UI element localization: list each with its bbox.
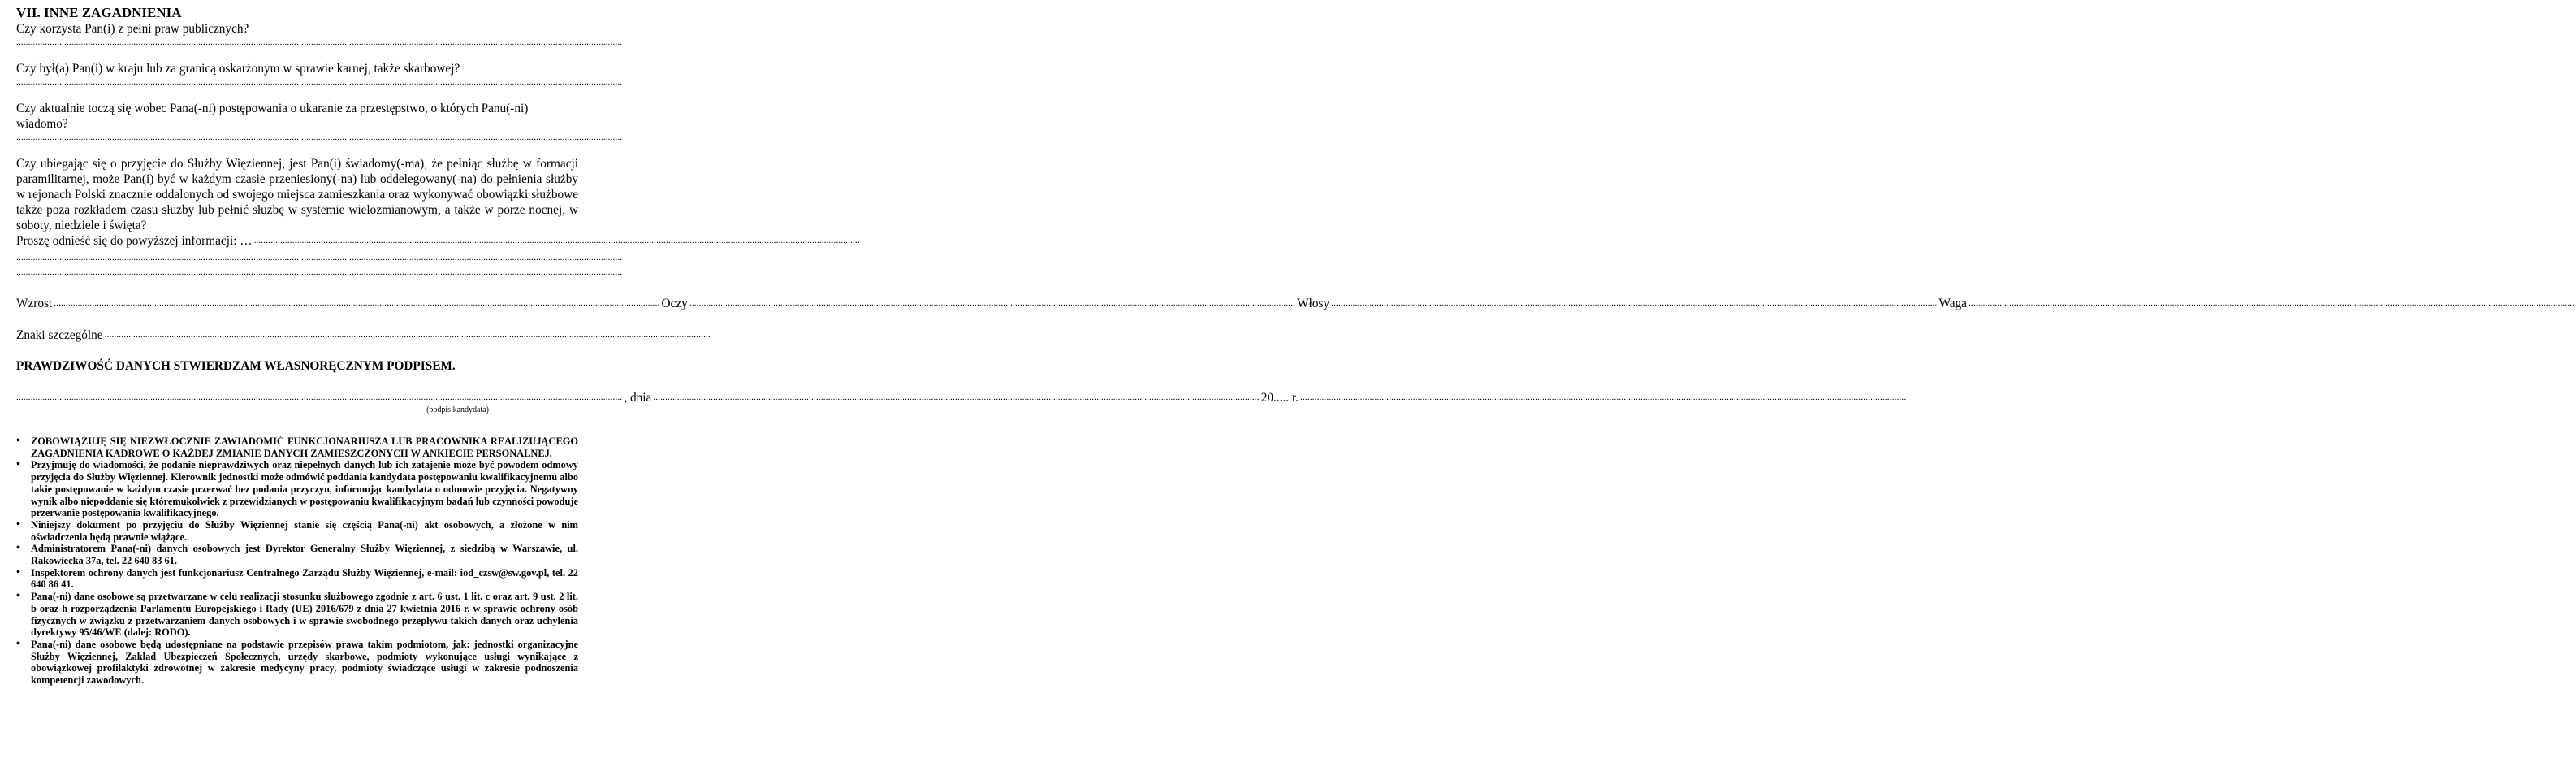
section-title: VII. INNE ZAGADNIENIA xyxy=(16,5,182,20)
note-item: • ZOBOWIĄZUJĘ SIĘ NIEZWŁOCZNIE ZAWIADOMIĆ FUNKCJONARIUSZA LUB PRACOWNIKA REALIZUJĄCEGO ZAGADNIENIA KADROWE O KAŻDEJ ZMIANIE DANYCH ZAMIESZCZONYCH W ANKIECIE PERSONALNEJ. xyxy=(16,436,578,459)
notes-list xyxy=(16,436,578,687)
note-item: • Przyjmuję do wiadomości, że podanie nieprawdziwych oraz niepełnych danych lub ich zatajenie może być powodem odmowy przyjęcia do Służby Więziennej. Kierownik jednostki może odmówić poddania kandydata postępowaniu kwalifikacyjnemu albo takie postępowanie w każdym czasie przerwać bez podania przyczyn, informując kandydata o odmowie przyjęcia. Negatywny wynik albo niepoddanie się któremukolwiek z przewidzianych w postępowaniu kwalifikacyjnym badań lub czynności powoduje przerwanie postępowania kwalifikacyjnego. xyxy=(16,459,578,519)
certification-statement: PRAWDZIWOŚĆ DANYCH STWIERDZAM WŁASNORĘCZNYM PODPISEM. xyxy=(16,359,456,373)
physical-description-row xyxy=(16,296,2575,311)
note-item: • Pana(-ni) dane osobowe są przetwarzane w celu realizacji stosunku służbowego zgodnie z art. 6 ust. 1 lit. c oraz art. 9 ust. 2 lit. b oraz h rozporządzenia Parlamentu Europejskiego i Rady (UE) 2016/679 z dnia 27 kwietnia 2016 r. w sprawie ochrony osób fizycznych w związku z przetwarzaniem danych osobowych i w sprawie swobodnego przepływu takich danych oraz uchylenia dyrektywy 95/46/WE (dalej: RODO). xyxy=(16,591,578,639)
signature-row xyxy=(16,390,1907,405)
signature-field[interactable]: ............................................................................................................................................................................................................................................................. xyxy=(1300,392,1907,402)
service-awareness-prompt-row xyxy=(16,233,860,249)
question-public-rights: Czy korzysta Pan(i) z pełni praw publicznych? xyxy=(16,22,249,36)
note-item: • Pana(-ni) dane osobowe będą udostępniane na podstawie przepisów prawa takim podmiotom, jak: jednostki organizacyjne Służby Więziennej, Zakład Ubezpieczeń Społecznych, urzędy skarbowe, podmioty wykonujące usługi wynikające z obowiązkowej profilaktyki zdrowotnej w zakresie medycyny pracy, podmioty świadczące usługi w zakresie podnoszenia kompetencji zawodowych. xyxy=(16,639,578,687)
hair-label: Włosy xyxy=(1297,297,1330,310)
signature-caption: (podpis kandydata) xyxy=(426,405,489,414)
distinguishing-marks-label: Znaki szczególne xyxy=(16,328,103,342)
answer-line-pending-proceedings[interactable]: ............................................................................................................................................................................................................................................................. xyxy=(16,132,623,142)
note-item: • Inspektorem ochrony danych jest funkcjonariusz Centralnego Zarządu Służby Więziennej, e-mail: iod_czsw@sw.gov.pl, tel. 22 640 86 41. xyxy=(16,567,578,591)
question-pending-proceedings: Czy aktualnie toczą się wobec Pana(-ni) postępowania o ukaranie za przestępstwo, o których Panu(-ni) wiadomo? xyxy=(16,102,529,131)
note-item: • Niniejszy dokument po przyjęciu do Służby Więziennej stanie się częścią Pana(-ni) akt osobowych, a złożone w nim oświadczenia będą prawnie wiążące. xyxy=(16,519,578,543)
weight-field[interactable]: ............................................................................................................................................................................................................................................................. xyxy=(1968,298,2575,308)
answer-line-service-awareness[interactable]: ............................................................................................................................................................................................................................................................. xyxy=(253,236,860,245)
answer-line-service-awareness-2[interactable]: ............................................................................................................................................................................................................................................................. xyxy=(16,253,623,262)
answer-line-public-rights[interactable]: ............................................................................................................................................................................................................................................................. xyxy=(16,37,623,47)
question-service-awareness: Czy ubiegając się o przyjęcie do Służby Więziennej, jest Pan(i) świadomy(-ma), że pełniąc służbę w formacji paramilitarnej, może Pan(i) być w każdym czasie przeniesiony(-na) lub oddelegowany(-na) do pełnienia służby w rejonach Polski znacznie oddalonych od swojego miejsca zamieszkania oraz wykonywać obowiązki służbowe także poza rozkładem czasu służby lub pełnić służbę w systemie wielozmianowym, a także w porze nocnej, w soboty, niedziele i święta? xyxy=(16,157,578,232)
height-field[interactable]: ............................................................................................................................................................................................................................................................. xyxy=(54,298,660,308)
hair-field[interactable]: ............................................................................................................................................................................................................................................................. xyxy=(1331,298,1938,308)
date-label: , dnia xyxy=(624,391,652,405)
date-field[interactable]: ............................................................................................................................................................................................................................................................. xyxy=(653,392,1260,402)
eyes-label: Oczy xyxy=(661,297,688,310)
service-awareness-prompt: Proszę odnieść się do powyższej informacji: … xyxy=(16,234,253,248)
year-label: 20..... r. xyxy=(1260,391,1299,405)
weight-label: Waga xyxy=(1938,297,1967,310)
answer-line-service-awareness-3[interactable]: ............................................................................................................................................................................................................................................................. xyxy=(16,267,623,277)
distinguishing-marks-field[interactable]: ............................................................................................................................................................................................................................................................. xyxy=(104,330,711,340)
answer-line-criminal-charges[interactable]: ............................................................................................................................................................................................................................................................. xyxy=(16,77,623,87)
height-label: Wzrost xyxy=(16,297,53,310)
question-criminal-charges: Czy był(a) Pan(i) w kraju lub za granicą oskarżonym w sprawie karnej, także skarbowej? xyxy=(16,62,460,76)
form-page xyxy=(16,5,2575,687)
place-field[interactable]: ............................................................................................................................................................................................................................................................. xyxy=(16,392,623,402)
note-item: • Administratorem Pana(-ni) danych osobowych jest Dyrektor Generalny Służby Więziennej, z siedzibą w Warszawie, ul. Rakowiecka 37a, tel. 22 640 83 61. xyxy=(16,543,578,566)
eyes-field[interactable]: ............................................................................................................................................................................................................................................................. xyxy=(689,298,1296,308)
distinguishing-marks-row xyxy=(16,327,711,343)
